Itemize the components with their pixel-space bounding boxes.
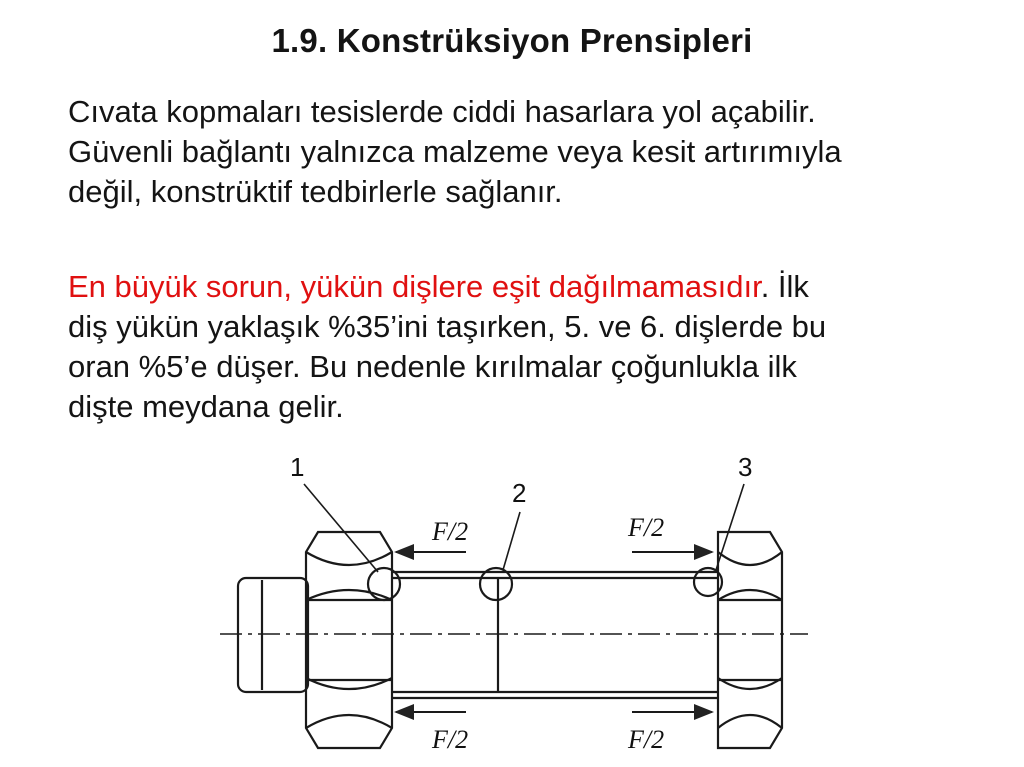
problem-line-2: diş yükün yaklaşık %35’ini taşırken, 5. ve 6. dişlerde bu bbox=[68, 309, 827, 344]
left-nut bbox=[306, 532, 392, 748]
force-label-top-right: F/2 bbox=[628, 513, 665, 542]
intro-line-3: değil, konstrüktif tedbirlerle sağlanır. bbox=[68, 174, 563, 209]
highlighted-problem-text: En büyük sorun, yükün dişlere eşit dağılmamasıdır bbox=[68, 269, 761, 304]
right-nut bbox=[718, 532, 782, 748]
problem-paragraph bbox=[68, 267, 988, 427]
intro-paragraph bbox=[68, 92, 988, 212]
force-label-top-left: F/2 bbox=[432, 517, 469, 546]
label-1: 1 bbox=[290, 452, 305, 482]
intro-line-1: Cıvata kopmaları tesislerde ciddi hasarlara yol açabilir. bbox=[68, 94, 816, 129]
label-2: 2 bbox=[512, 478, 527, 508]
problem-line-4: dişte meydana gelir. bbox=[68, 389, 344, 424]
problem-line-1 bbox=[68, 267, 988, 307]
bolt-end bbox=[238, 578, 308, 692]
highlight-circle-1 bbox=[368, 568, 400, 600]
slide-title: 1.9. Konstrüksiyon Prensipleri bbox=[271, 22, 753, 59]
problem-line-1-rest: . İlk bbox=[760, 269, 809, 304]
intro-line-2: Güvenli bağlantı yalnızca malzeme veya kesit artırımıyla bbox=[68, 134, 842, 169]
label-3: 3 bbox=[738, 452, 753, 482]
force-label-bottom-right: F/2 bbox=[628, 725, 665, 754]
bolt-load-diagram bbox=[200, 440, 820, 767]
problem-line-3: oran %5’e düşer. Bu nedenle kırılmalar çoğunlukla ilk bbox=[68, 349, 797, 384]
clamped-plates bbox=[392, 572, 718, 698]
force-label-bottom-left: F/2 bbox=[432, 725, 469, 754]
